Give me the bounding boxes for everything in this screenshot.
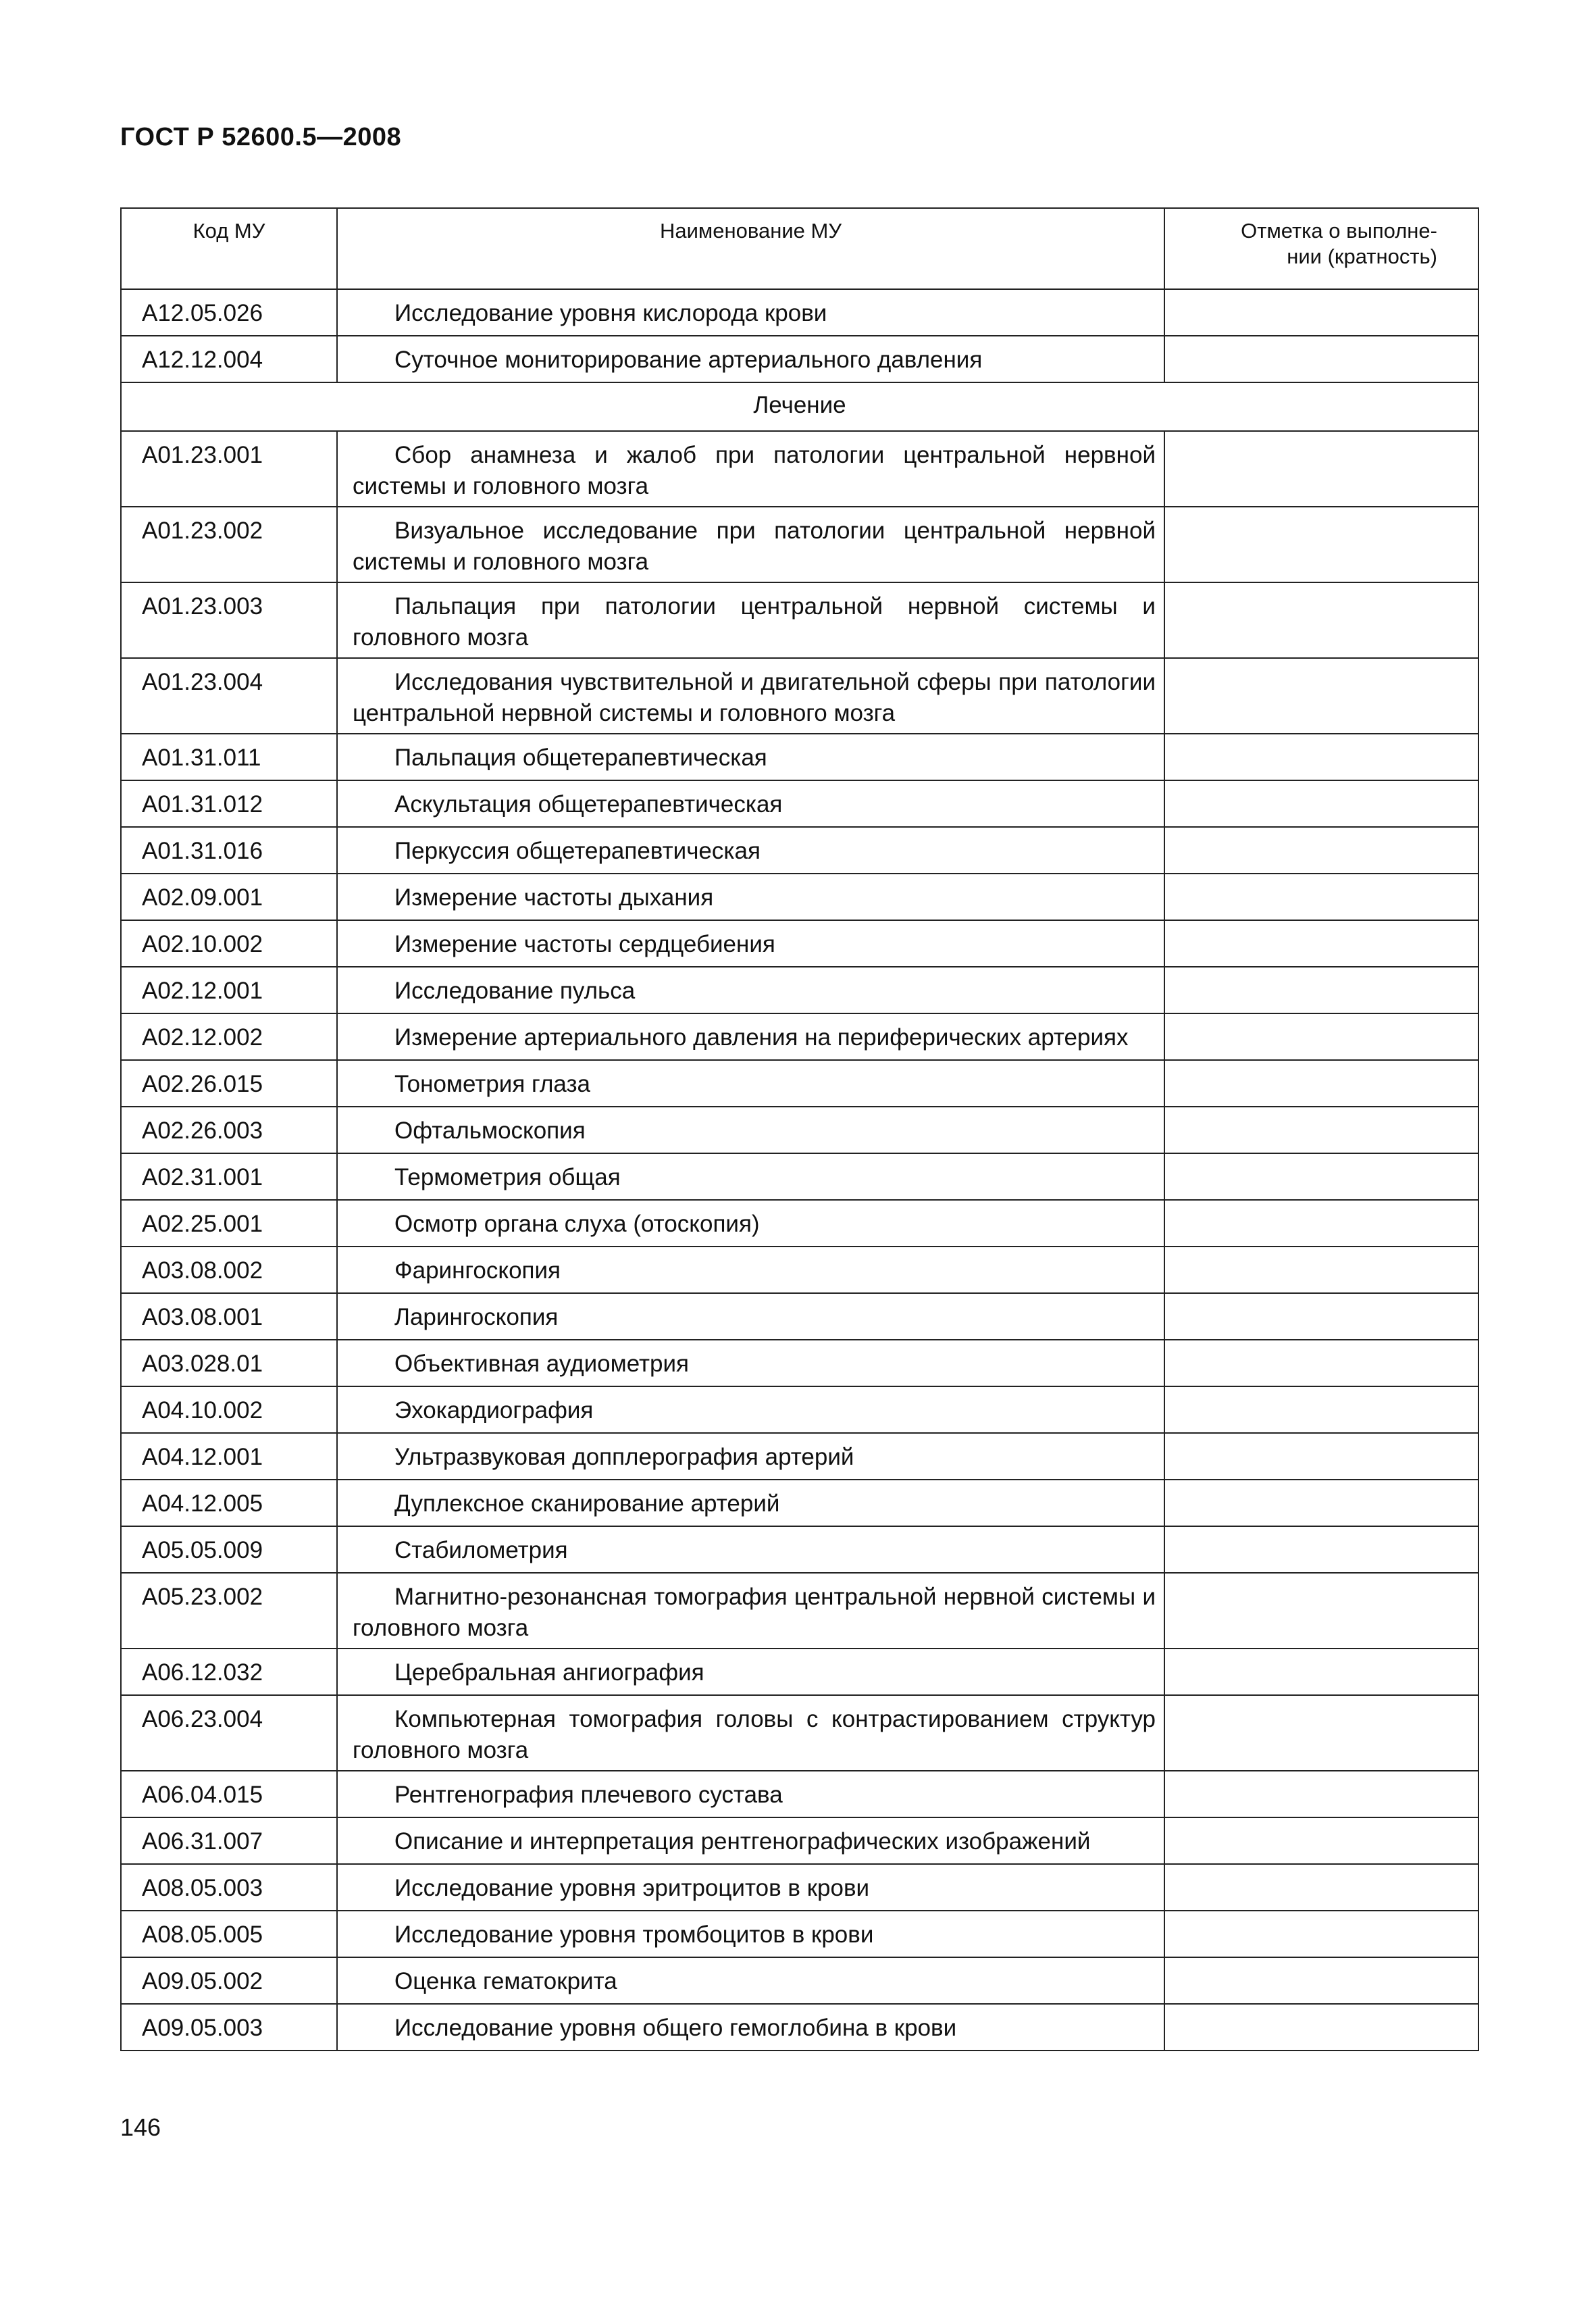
table-row — [121, 336, 1478, 382]
cell-name-text: Исследование уровня эритроцитов в крови — [394, 1875, 870, 1901]
cell-name — [337, 658, 1164, 734]
cell-mark — [1164, 1107, 1478, 1153]
cell-name-text: Измерение частоты дыхания — [394, 884, 714, 911]
cell-mark — [1164, 2004, 1478, 2051]
cell-code: A06.04.015 — [121, 1771, 337, 1817]
cell-name — [337, 1153, 1164, 1200]
cell-name — [337, 1340, 1164, 1386]
cell-code: A02.26.015 — [121, 1060, 337, 1107]
table-row — [121, 1526, 1478, 1573]
table-row — [121, 1695, 1478, 1771]
cell-mark — [1164, 827, 1478, 874]
cell-name-text: Аскультация общетерапевтическая — [394, 791, 783, 818]
table-row — [121, 1386, 1478, 1433]
cell-name-text: Магнитно-резонансная томография центральной нервной системы и головного мозга — [353, 1584, 1156, 1641]
table-row — [121, 2004, 1478, 2051]
table-row — [121, 1864, 1478, 1911]
cell-name-text: Фарингоскопия — [394, 1257, 561, 1284]
cell-name — [337, 1247, 1164, 1293]
table-row — [121, 1153, 1478, 1200]
cell-code: A12.05.026 — [121, 289, 337, 336]
cell-name — [337, 1293, 1164, 1340]
cell-name-text: Измерение частоты сердцебиения — [394, 931, 775, 957]
cell-code: A05.23.002 — [121, 1573, 337, 1649]
table-row — [121, 1649, 1478, 1695]
cell-name — [337, 1771, 1164, 1817]
cell-mark — [1164, 1649, 1478, 1695]
cell-name — [337, 734, 1164, 780]
cell-mark — [1164, 920, 1478, 967]
cell-name-text: Офтальмоскопия — [394, 1117, 586, 1144]
cell-code: A03.028.01 — [121, 1340, 337, 1386]
cell-code: A03.08.001 — [121, 1293, 337, 1340]
table-row — [121, 1817, 1478, 1864]
table-row — [121, 1200, 1478, 1247]
cell-name — [337, 780, 1164, 827]
cell-name-text: Пальпация общетерапевтическая — [394, 745, 767, 771]
cell-code: A04.12.005 — [121, 1480, 337, 1526]
cell-code: A01.31.011 — [121, 734, 337, 780]
cell-code: A01.31.016 — [121, 827, 337, 874]
table-row — [121, 920, 1478, 967]
table-header — [121, 208, 1478, 289]
cell-mark — [1164, 1013, 1478, 1060]
table-body — [121, 289, 1478, 2051]
section-title: Лечение — [121, 382, 1478, 431]
cell-name — [337, 1864, 1164, 1911]
cell-mark — [1164, 1480, 1478, 1526]
cell-mark — [1164, 1386, 1478, 1433]
cell-code: A01.31.012 — [121, 780, 337, 827]
cell-name — [337, 289, 1164, 336]
table-row — [121, 1573, 1478, 1649]
cell-mark — [1164, 431, 1478, 507]
cell-name — [337, 967, 1164, 1013]
cell-name-text: Ультразвуковая допплерография артерий — [394, 1444, 854, 1470]
cell-name — [337, 1526, 1164, 1573]
cell-name-text: Объективная аудиометрия — [394, 1351, 690, 1377]
cell-name — [337, 1573, 1164, 1649]
cell-name — [337, 874, 1164, 920]
cell-name-text: Перкуссия общетерапевтическая — [394, 838, 761, 864]
section-row — [121, 382, 1478, 431]
cell-mark — [1164, 1340, 1478, 1386]
cell-name-text: Тонометрия глаза — [394, 1071, 590, 1097]
cell-name — [337, 1060, 1164, 1107]
cell-name — [337, 1649, 1164, 1695]
cell-mark — [1164, 1864, 1478, 1911]
cell-mark — [1164, 1526, 1478, 1573]
cell-name-text: Компьютерная томография головы с контрастированием структур головного мозга — [353, 1706, 1156, 1763]
cell-code: A06.31.007 — [121, 1817, 337, 1864]
cell-code: A02.10.002 — [121, 920, 337, 967]
cell-name-text: Суточное мониторирование артериального давления — [394, 347, 983, 373]
table-row — [121, 507, 1478, 582]
table-row — [121, 431, 1478, 507]
cell-code: A02.12.002 — [121, 1013, 337, 1060]
cell-name-text: Исследования чувствительной и двигательной сферы при патологии центральной нервной системы и головного мозга — [353, 669, 1156, 726]
cell-code: A02.26.003 — [121, 1107, 337, 1153]
cell-name — [337, 1386, 1164, 1433]
cell-code: A06.12.032 — [121, 1649, 337, 1695]
cell-code: A02.31.001 — [121, 1153, 337, 1200]
cell-name-text: Рентгенография плечевого сустава — [394, 1782, 783, 1808]
cell-mark — [1164, 1247, 1478, 1293]
cell-name-text: Дуплексное сканирование артерий — [394, 1490, 780, 1517]
table-row — [121, 1480, 1478, 1526]
cell-name-text: Стабилометрия — [394, 1537, 568, 1563]
page-number: 146 — [120, 2113, 161, 2141]
cell-name-text: Эхокардиография — [394, 1397, 594, 1424]
table-row — [121, 1247, 1478, 1293]
cell-mark — [1164, 1433, 1478, 1480]
table-row — [121, 780, 1478, 827]
cell-code: A01.23.002 — [121, 507, 337, 582]
cell-name-text: Пальпация при патологии центральной нервной системы и головного мозга — [353, 593, 1156, 651]
cell-mark — [1164, 1200, 1478, 1247]
table-row — [121, 967, 1478, 1013]
cell-mark — [1164, 1771, 1478, 1817]
cell-mark — [1164, 1911, 1478, 1957]
cell-code: A08.05.003 — [121, 1864, 337, 1911]
cell-code: A06.23.004 — [121, 1695, 337, 1771]
cell-mark — [1164, 582, 1478, 658]
cell-name — [337, 1013, 1164, 1060]
cell-name-text: Исследование уровня кислорода крови — [394, 300, 827, 326]
table-row — [121, 1771, 1478, 1817]
cell-name — [337, 1695, 1164, 1771]
table-row — [121, 289, 1478, 336]
cell-code: A09.05.003 — [121, 2004, 337, 2051]
cell-mark — [1164, 1817, 1478, 1864]
cell-name — [337, 582, 1164, 658]
cell-name — [337, 1817, 1164, 1864]
header-row — [121, 208, 1478, 289]
table-row — [121, 658, 1478, 734]
cell-name-text: Визуальное исследование при патологии центральной нервной системы и головного мозга — [353, 518, 1156, 575]
table-row — [121, 1293, 1478, 1340]
cell-mark — [1164, 1060, 1478, 1107]
table-row — [121, 1107, 1478, 1153]
cell-name — [337, 431, 1164, 507]
cell-name-text: Исследование пульса — [394, 978, 636, 1004]
table-row — [121, 734, 1478, 780]
cell-mark — [1164, 1153, 1478, 1200]
cell-mark — [1164, 289, 1478, 336]
cell-mark — [1164, 507, 1478, 582]
cell-code: A09.05.002 — [121, 1957, 337, 2004]
cell-code: A02.09.001 — [121, 874, 337, 920]
cell-name-text: Измерение артериального давления на периферических артериях — [394, 1024, 1129, 1051]
table-row — [121, 1340, 1478, 1386]
cell-name-text: Описание и интерпретация рентгенографических изображений — [394, 1828, 1091, 1855]
document-title: ГОСТ Р 52600.5—2008 — [120, 123, 402, 151]
table-row — [121, 827, 1478, 874]
cell-code: A02.25.001 — [121, 1200, 337, 1247]
cell-code: A01.23.001 — [121, 431, 337, 507]
cell-name-text: Оценка гематокрита — [394, 1968, 617, 1994]
cell-code: A03.08.002 — [121, 1247, 337, 1293]
table-row — [121, 1013, 1478, 1060]
table-row — [121, 874, 1478, 920]
cell-mark — [1164, 967, 1478, 1013]
table-row — [121, 1060, 1478, 1107]
cell-name — [337, 1200, 1164, 1247]
cell-name-text: Ларингоскопия — [394, 1304, 559, 1330]
cell-name — [337, 1107, 1164, 1153]
cell-name — [337, 507, 1164, 582]
cell-name — [337, 920, 1164, 967]
cell-mark — [1164, 780, 1478, 827]
cell-name — [337, 2004, 1164, 2051]
table-row — [121, 582, 1478, 658]
cell-name — [337, 1480, 1164, 1526]
cell-mark — [1164, 1573, 1478, 1649]
cell-name-text: Церебральная ангиография — [394, 1659, 704, 1686]
cell-name-text: Осмотр органа слуха (отоскопия) — [394, 1211, 760, 1237]
header-mark: Отметка о выполне- нии (кратность) — [1164, 208, 1478, 289]
cell-name — [337, 827, 1164, 874]
cell-name-text: Сбор анамнеза и жалоб при патологии центральной нервной системы и головного мозга — [353, 442, 1156, 499]
services-table — [120, 207, 1479, 2051]
cell-code: A02.12.001 — [121, 967, 337, 1013]
header-name: Наименование МУ — [337, 208, 1164, 289]
cell-name — [337, 336, 1164, 382]
cell-name — [337, 1433, 1164, 1480]
cell-mark — [1164, 1293, 1478, 1340]
cell-name-text: Термометрия общая — [394, 1164, 621, 1190]
cell-mark — [1164, 874, 1478, 920]
cell-mark — [1164, 1957, 1478, 2004]
cell-code: A08.05.005 — [121, 1911, 337, 1957]
cell-mark — [1164, 734, 1478, 780]
cell-mark — [1164, 1695, 1478, 1771]
cell-name — [337, 1957, 1164, 2004]
cell-code: A04.12.001 — [121, 1433, 337, 1480]
table-row — [121, 1957, 1478, 2004]
table-row — [121, 1433, 1478, 1480]
cell-mark — [1164, 658, 1478, 734]
cell-code: A01.23.004 — [121, 658, 337, 734]
cell-name-text: Исследование уровня общего гемоглобина в крови — [394, 2015, 957, 2041]
cell-code: A12.12.004 — [121, 336, 337, 382]
table-row — [121, 1911, 1478, 1957]
cell-code: A04.10.002 — [121, 1386, 337, 1433]
cell-code: A01.23.003 — [121, 582, 337, 658]
cell-name — [337, 1911, 1164, 1957]
cell-mark — [1164, 336, 1478, 382]
cell-code: A05.05.009 — [121, 1526, 337, 1573]
cell-name-text: Исследование уровня тромбоцитов в крови — [394, 1921, 874, 1948]
header-code: Код МУ — [121, 208, 337, 289]
